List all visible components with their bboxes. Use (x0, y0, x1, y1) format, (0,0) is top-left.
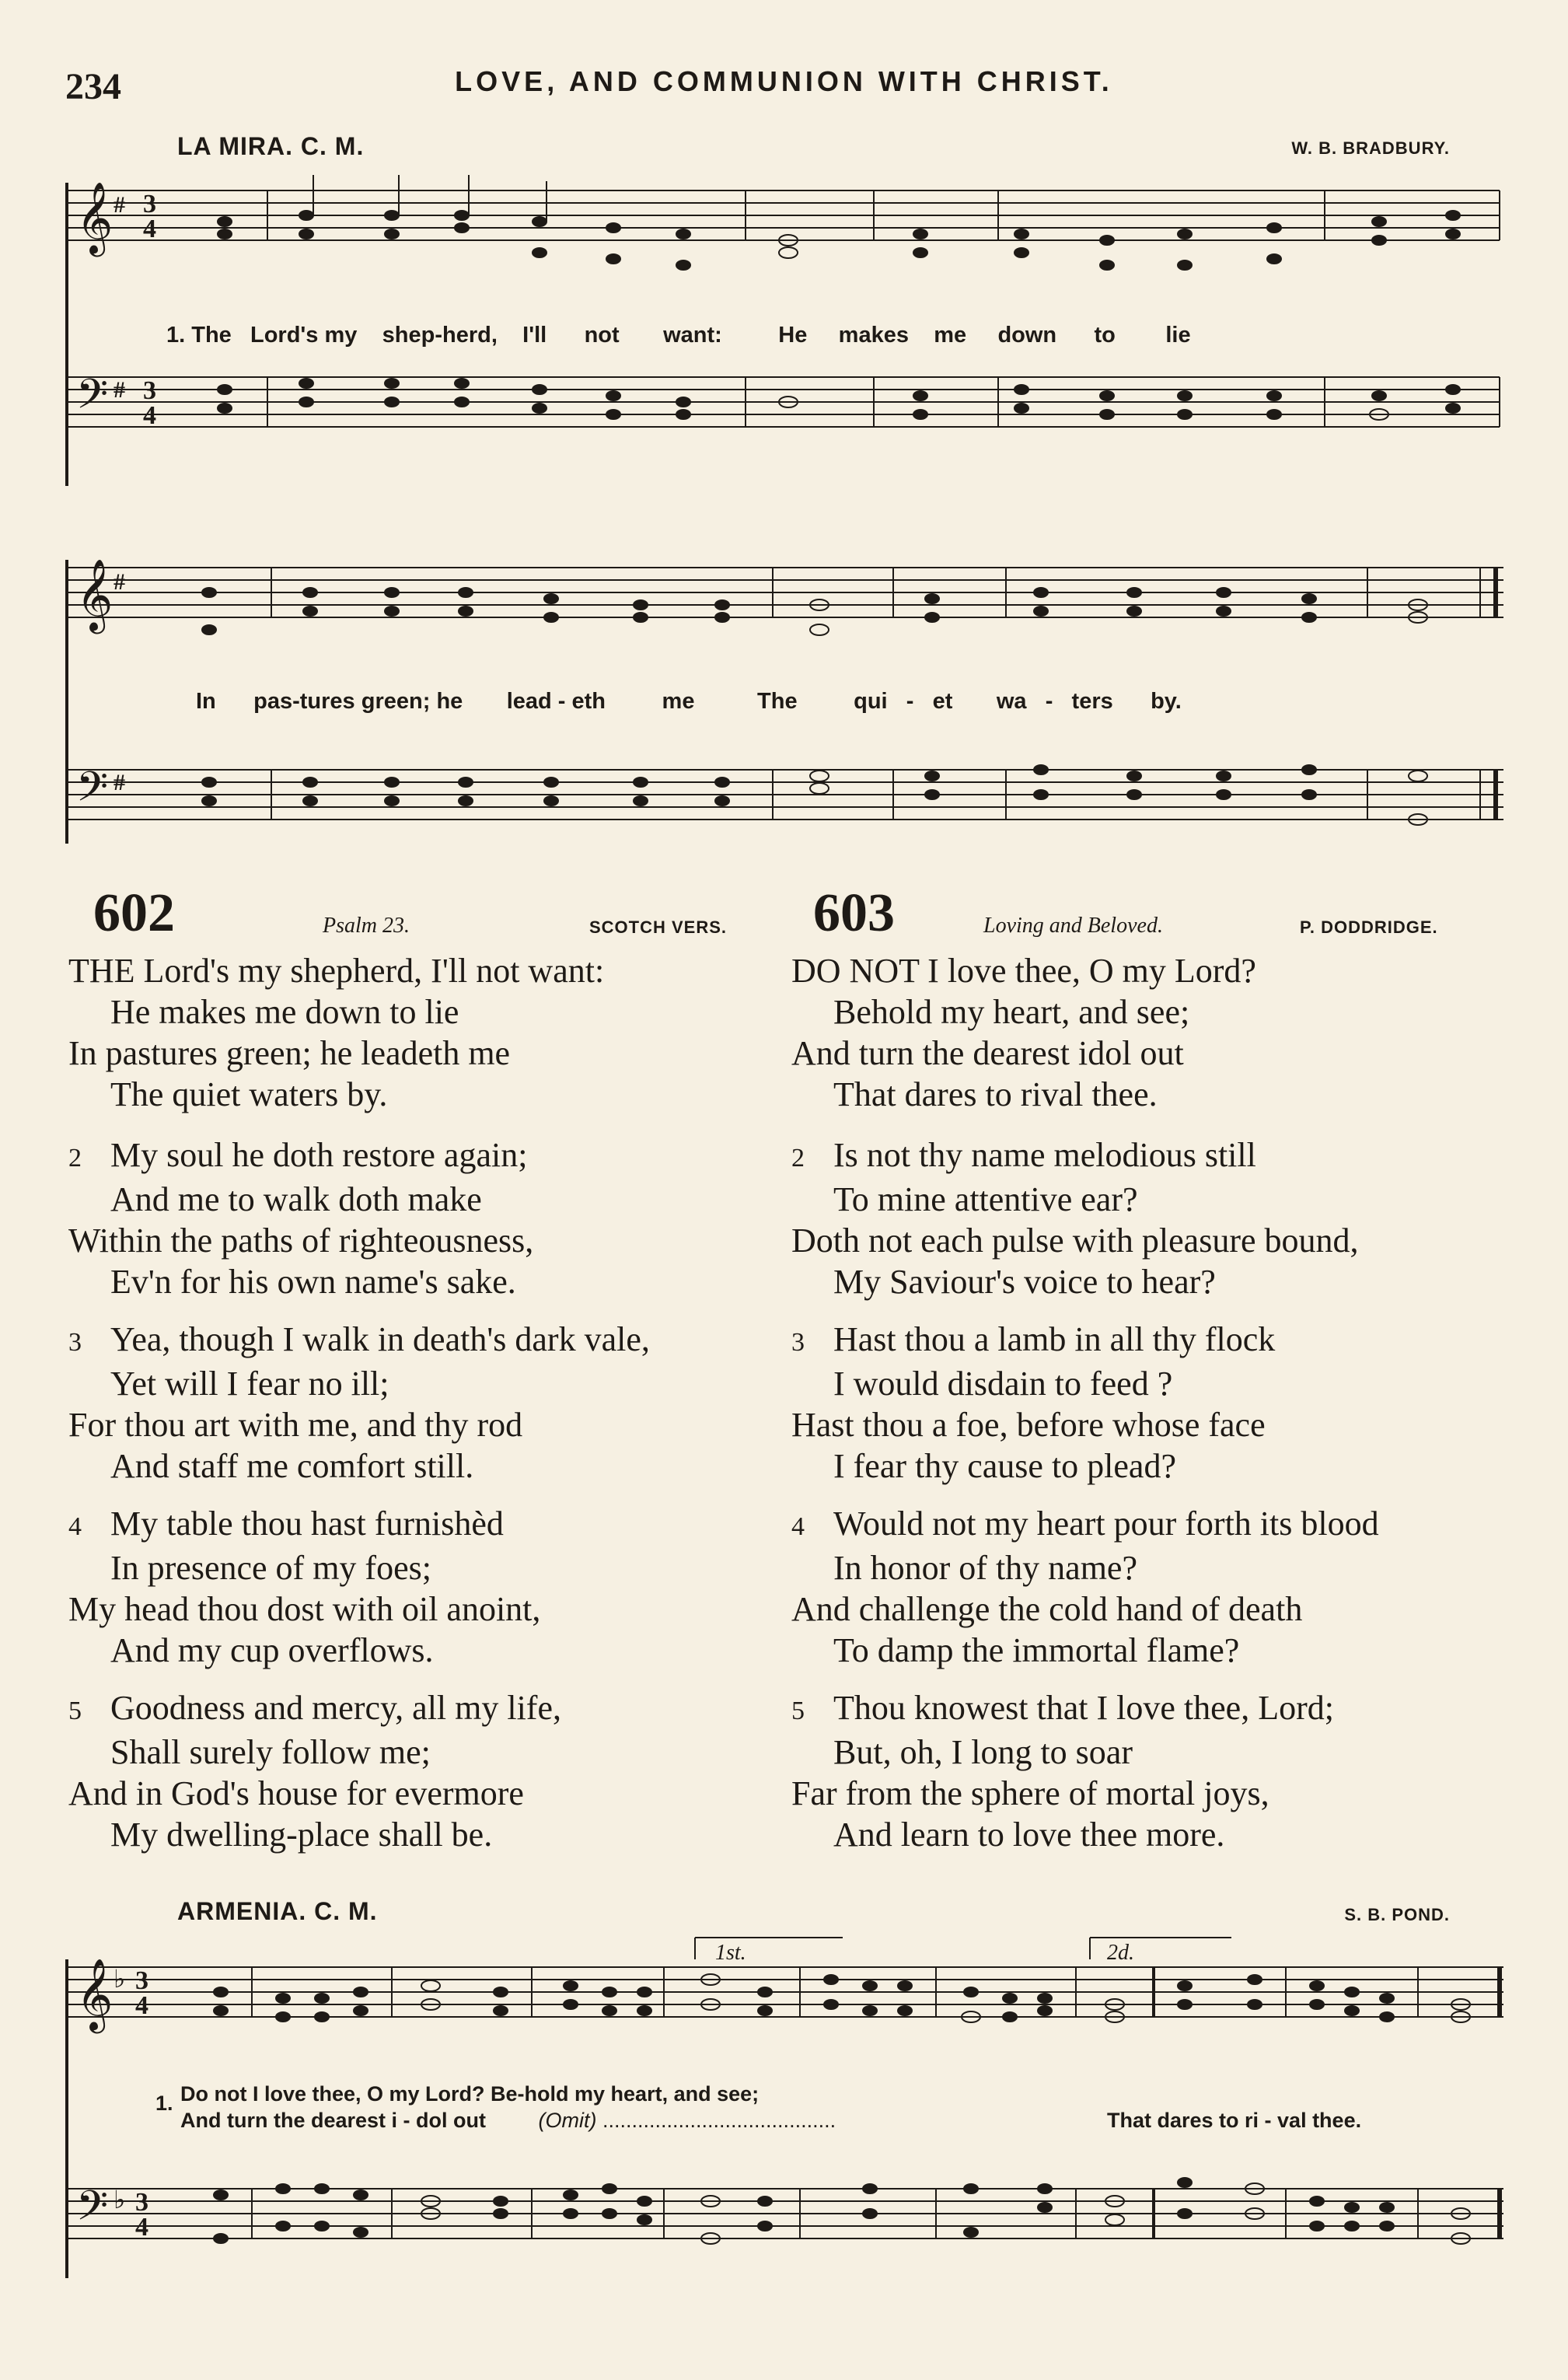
verse-line: Hast thou a lamb in all thy flock (833, 1320, 1276, 1358)
syllable: In (196, 689, 216, 714)
verse-line: Yet will I fear no ill; (110, 1365, 389, 1403)
syllable: et (932, 689, 953, 714)
syllable: me (934, 323, 967, 348)
verse-line: In pastures green; he leadeth me (68, 1034, 511, 1072)
dotted-leader: ........................................ (602, 2109, 836, 2132)
syllable: He (778, 323, 808, 348)
verse-line: The quiet waters by. (110, 1075, 388, 1113)
verse-line: Doth not each pulse with pleasure bound, (791, 1221, 1359, 1260)
stanza-number: 3 (68, 1328, 82, 1357)
svg-text:𝄢: 𝄢 (76, 2183, 109, 2240)
underlay-bottom-text: And turn the dearest i - dol out (180, 2109, 486, 2132)
syllable: lead (506, 689, 552, 714)
svg-text:#: # (113, 770, 125, 795)
syllable: makes (838, 323, 909, 348)
hymn-602-title: Psalm 23. (323, 914, 410, 938)
tune2-underlay-bottom (180, 2109, 836, 2133)
second-ending-label: 2d. (1107, 1941, 1134, 1965)
omit-label: (Omit) (538, 2109, 597, 2132)
hymn-603-stanza-4 (791, 1503, 1379, 1671)
verse-line: My dwelling-place shall be. (110, 1816, 493, 1854)
verse-line: DO NOT I love thee, O my Lord? (791, 952, 1256, 990)
verse-line: Would not my heart pour forth its blood (833, 1505, 1379, 1543)
verse-line: Ev'n for his own name's sake. (110, 1263, 516, 1301)
verse-line: Hast thou a foe, before whose face (791, 1406, 1266, 1444)
verse-line: Goodness and mercy, all my life, (110, 1689, 561, 1727)
svg-text:♭: ♭ (113, 1965, 126, 1993)
syllable: Lord's my (250, 323, 358, 348)
verse-line: But, oh, I long to soar (833, 1733, 1133, 1771)
tune2-underlay-end: That dares to ri - val thee. (1107, 2109, 1362, 2132)
svg-text:♭: ♭ (113, 2186, 126, 2214)
hymn-602-stanza-2 (68, 1134, 533, 1302)
syllable: - (906, 689, 914, 714)
tune1-underlay-line2 (196, 689, 1182, 715)
verse-line: And in God's house for evermore (68, 1774, 524, 1812)
tune2-verse-number: 1. (155, 2092, 173, 2115)
syllable: want: (663, 323, 722, 348)
verse-line: And staff me comfort still. (110, 1447, 474, 1485)
tune1-underlay-line1 (166, 323, 1191, 348)
verse-line: My soul he doth restore again; (110, 1136, 528, 1174)
running-head: LOVE, AND COMMUNION WITH CHRIST. (455, 65, 1113, 97)
syllable: 1. The (166, 323, 232, 348)
verse-line: Behold my heart, and see; (833, 993, 1190, 1031)
hymn-603-author: P. DODDRIDGE. (1300, 917, 1438, 937)
svg-text:#: # (113, 377, 125, 403)
hymn-602-stanza-1 (68, 950, 604, 1115)
stanza-number: 5 (791, 1697, 805, 1725)
svg-text:3: 3 (135, 2188, 148, 2217)
hymn-602-stanza-5 (68, 1687, 561, 1855)
syllable: - (557, 689, 566, 714)
svg-text:4: 4 (143, 215, 156, 243)
svg-text:4: 4 (135, 1991, 148, 2020)
verse-line: Far from the sphere of mortal joys, (791, 1774, 1269, 1812)
tune2-name: ARMENIA. C. M. (177, 1897, 378, 1925)
tune2-underlay-top: Do not I love thee, O my Lord? Be-hold my heart, and see; (180, 2082, 760, 2106)
syllable: lie (1165, 323, 1191, 348)
stanza-number: 2 (791, 1144, 805, 1173)
svg-text:3: 3 (143, 190, 156, 218)
syllable: - (1045, 689, 1053, 714)
verse-line: To damp the immortal flame? (833, 1631, 1240, 1669)
verse-line: For thou art with me, and thy rod (68, 1406, 523, 1444)
stanza-number: 4 (68, 1512, 82, 1541)
syllable: wa (996, 689, 1027, 714)
hymn-603-stanza-1 (791, 950, 1256, 1115)
hymn-602-stanza-3 (68, 1319, 650, 1487)
tune1-name: LA MIRA. C. M. (177, 132, 365, 160)
svg-text:𝄞: 𝄞 (76, 1958, 113, 2030)
stanza-number: 3 (791, 1328, 805, 1357)
verse-line: My table thou hast furnishèd (110, 1505, 504, 1543)
syllable: shep-herd, (382, 323, 498, 348)
stanza-number: 5 (68, 1697, 82, 1725)
verse-line: And challenge the cold hand of death (791, 1590, 1303, 1628)
svg-text:4: 4 (143, 401, 156, 430)
syllable: by. (1151, 689, 1182, 714)
syllable: eth (571, 689, 606, 714)
syllable: down (997, 323, 1057, 348)
verse-line: Within the paths of righteousness, (68, 1221, 534, 1260)
svg-text:#: # (113, 569, 125, 595)
svg-text:4: 4 (135, 2213, 148, 2242)
verse-line: And learn to love thee more. (833, 1816, 1225, 1854)
verse-line: I would disdain to feed ? (833, 1365, 1173, 1403)
hymn-603-stanza-3 (791, 1319, 1275, 1487)
verse-line: He makes me down to lie (110, 993, 459, 1031)
syllable: I'll (522, 323, 547, 348)
verse-line: In honor of thy name? (833, 1549, 1137, 1587)
syllable: green; (361, 689, 431, 714)
syllable: qui (854, 689, 888, 714)
verse-line: To mine attentive ear? (833, 1180, 1138, 1218)
verse-line: Is not thy name melodious still (833, 1136, 1256, 1174)
svg-text:#: # (113, 192, 125, 218)
verse-line: And me to walk doth make (110, 1180, 482, 1218)
hymn-603-title: Loving and Beloved. (983, 914, 1163, 938)
tune1-system2-score (65, 536, 1519, 863)
verse-line: In presence of my foes; (110, 1549, 431, 1587)
verse-line: I fear thy cause to plead? (833, 1447, 1176, 1485)
tune2-composer: S. B. POND. (1344, 1905, 1450, 1924)
svg-text:𝄢: 𝄢 (76, 371, 109, 428)
hymn-602-stanza-4 (68, 1503, 540, 1671)
verse-line: My head thou dost with oil anoint, (68, 1590, 541, 1628)
syllable: to (1094, 323, 1116, 348)
verse-line: Shall surely follow me; (110, 1733, 431, 1771)
verse-line: And turn the dearest idol out (791, 1034, 1184, 1072)
hymn-602-number: 602 (93, 883, 175, 943)
tune2-system-score (65, 1936, 1519, 2294)
hymn-603-number: 603 (813, 883, 895, 943)
syllable: he (436, 689, 463, 714)
syllable: The (757, 689, 798, 714)
svg-text:𝄞: 𝄞 (76, 558, 113, 631)
tune1-composer: W. B. BRADBURY. (1291, 138, 1450, 158)
stanza-number: 4 (791, 1512, 805, 1541)
svg-text:3: 3 (143, 376, 156, 405)
verse-line: And my cup overflows. (110, 1631, 434, 1669)
stanza-number: 2 (68, 1144, 82, 1173)
verse-line: My Saviour's voice to hear? (833, 1263, 1216, 1301)
page-number: 234 (65, 66, 121, 107)
hymn-603-stanza-2 (791, 1134, 1359, 1302)
verse-line: That dares to rival thee. (833, 1075, 1158, 1113)
syllable: me (662, 689, 695, 714)
svg-text:𝄢: 𝄢 (76, 764, 109, 821)
hymn-603-stanza-5 (791, 1687, 1334, 1855)
verse-line: Yea, though I walk in death's dark vale, (110, 1320, 650, 1358)
syllable: not (584, 323, 620, 348)
svg-text:3: 3 (135, 1966, 148, 1995)
verse-line: THE Lord's my shepherd, I'll not want: (68, 952, 605, 990)
svg-text:𝄞: 𝄞 (76, 181, 113, 253)
hymn-602-author: SCOTCH VERS. (589, 917, 728, 937)
syllable: pas-tures (253, 689, 355, 714)
first-ending-label: 1st. (715, 1941, 746, 1965)
tune1-system1-score (65, 167, 1519, 494)
syllable: ters (1071, 689, 1113, 714)
verse-line: Thou knowest that I love thee, Lord; (833, 1689, 1334, 1727)
